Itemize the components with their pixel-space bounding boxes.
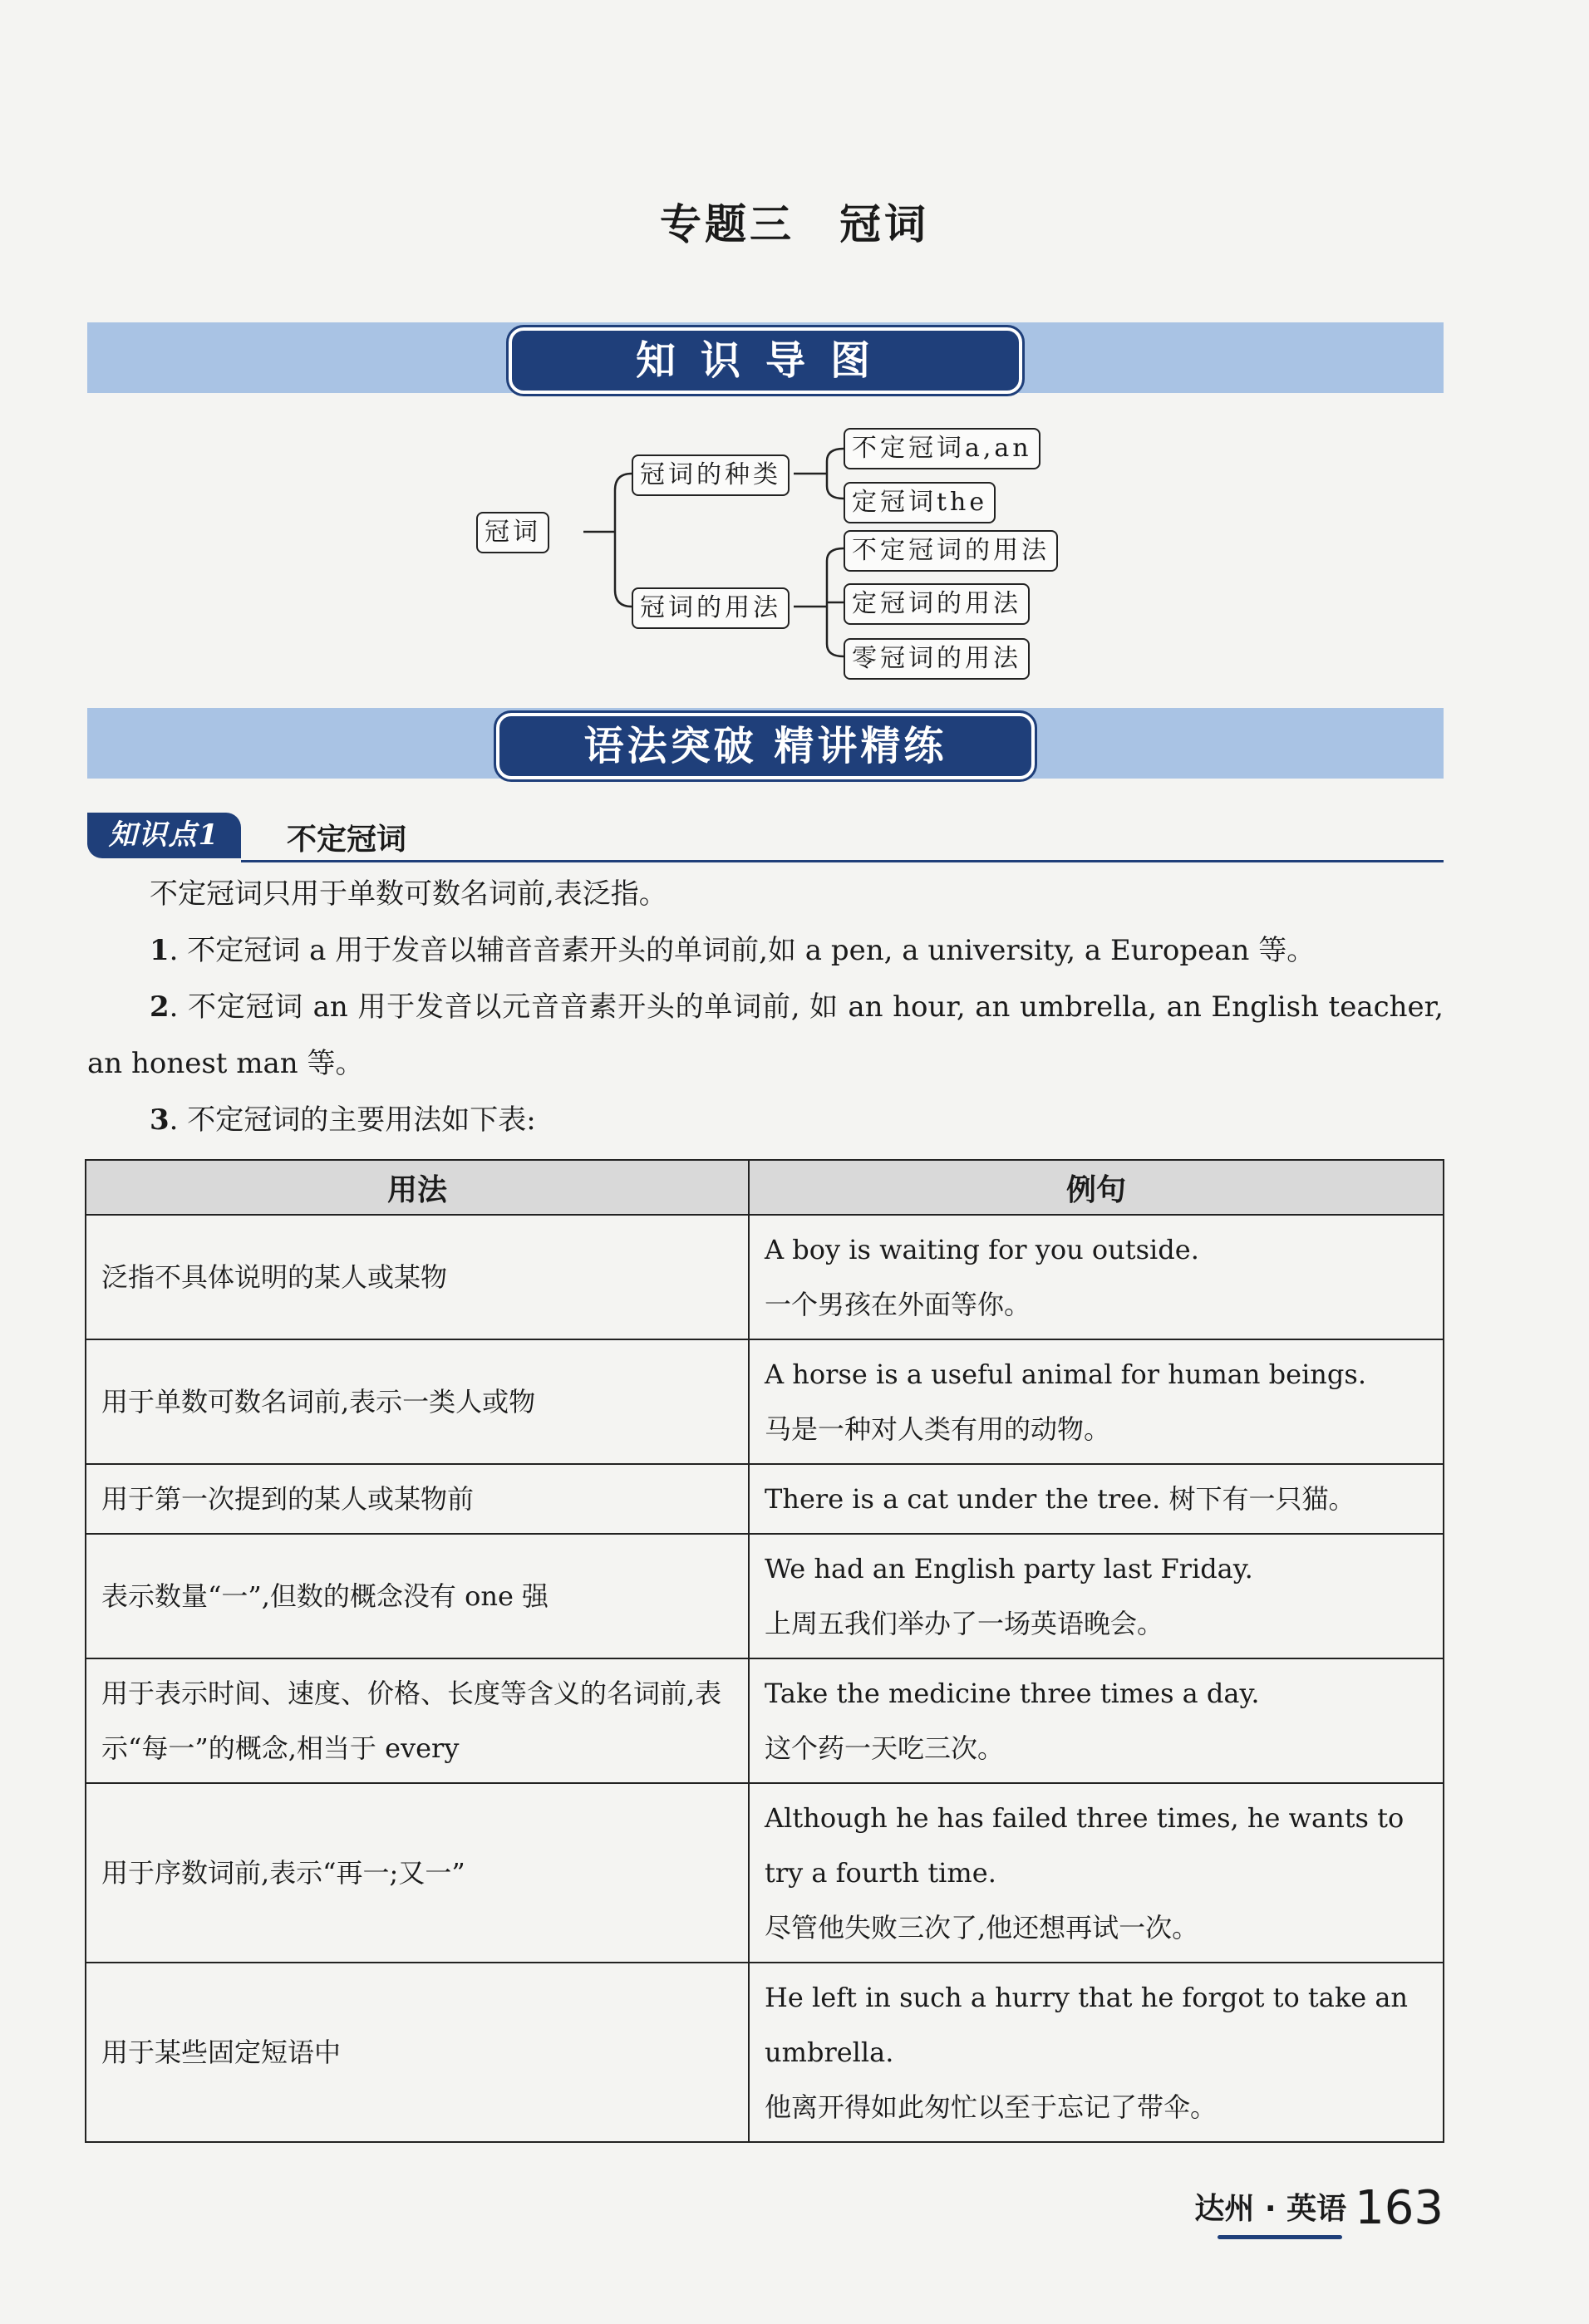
example-cell <box>749 1464 1444 1534</box>
example-cell <box>749 1783 1444 1963</box>
footer-underline <box>1218 2235 1342 2239</box>
usage-cell: 用于某些固定短语中 <box>86 1963 749 2142</box>
mindmap-leaf-definite-usage: 定冠词的用法 <box>844 583 1030 625</box>
paragraph-1-text: . 不定冠词 a 用于发音以辅音音素开头的单词前,如 a pen, a university, a European 等。 <box>169 934 1316 967</box>
example-zh: 这个药一天吃三次。 <box>765 1732 1005 1764</box>
knowledge-point-underline <box>241 860 1444 862</box>
example-cell <box>749 1963 1444 2142</box>
table-row <box>86 1339 1444 1464</box>
table-row <box>86 1783 1444 1963</box>
example-zh: 一个男孩在外面等你。 <box>765 1289 1031 1320</box>
example-en: There is a cat under the tree. 树下有一只猫。 <box>765 1483 1355 1515</box>
table-row <box>86 1464 1444 1534</box>
section-label-knowledge-map: 知识导图 <box>509 327 1022 394</box>
table-row <box>86 1658 1444 1783</box>
mindmap-leaf-indefinite-usage: 不定冠词的用法 <box>844 530 1058 572</box>
usage-cell: 用于表示时间、速度、价格、长度等含义的名词前,表示“每一”的概念,相当于 every <box>86 1658 749 1783</box>
mindmap-branch-kinds: 冠词的种类 <box>632 454 790 496</box>
example-en: Although he has failed three times, he wants to try a fourth time. <box>765 1802 1405 1889</box>
paragraph-3 <box>87 1092 1444 1148</box>
usage-cell: 泛指不具体说明的某人或某物 <box>86 1215 749 1339</box>
paragraph-1 <box>87 922 1444 979</box>
knowledge-point-title: 不定冠词 <box>287 823 407 857</box>
example-cell <box>749 1339 1444 1464</box>
table-row <box>86 1215 1444 1339</box>
example-zh: 上周五我们举办了一场英语晚会。 <box>765 1608 1164 1639</box>
mindmap-branch-usage: 冠词的用法 <box>632 587 790 629</box>
section-label-grammar: 语法突破 精讲精练 <box>496 713 1035 779</box>
example-cell <box>749 1534 1444 1658</box>
table-header-row <box>86 1160 1444 1215</box>
example-zh: 他离开得如此匆忙以至于忘记了带伞。 <box>765 2091 1218 2123</box>
example-cell <box>749 1215 1444 1339</box>
page-footer <box>1194 2181 1444 2235</box>
header-example: 例句 <box>749 1160 1444 1215</box>
usage-cell: 用于序数词前,表示“再一;又一” <box>86 1783 749 1963</box>
paragraph-3-text: . 不定冠词的主要用法如下表: <box>169 1103 536 1137</box>
paragraph-3-number: 3 <box>150 1103 170 1137</box>
usage-cell: 表示数量“一”,但数的概念没有 one 强 <box>86 1534 749 1658</box>
paragraph-2 <box>87 979 1444 1092</box>
paragraph-2-text: . 不定冠词 an 用于发音以元音音素开头的单词前, 如 an hour, an umbrella, an English teacher, an honest man 等。 <box>87 990 1444 1080</box>
example-en: Take the medicine three times a day. <box>765 1678 1260 1709</box>
footer-label: 达州 · 英语 <box>1194 2192 1347 2226</box>
page-title: 专题三 冠词 <box>660 200 929 248</box>
paragraph-1-number: 1 <box>150 934 170 967</box>
section-band-grammar <box>87 708 1444 779</box>
usage-cell: 用于单数可数名词前,表示一类人或物 <box>86 1339 749 1464</box>
usage-table <box>85 1159 1444 2143</box>
example-en: A horse is a useful animal for human beings. <box>765 1359 1366 1390</box>
example-cell <box>749 1658 1444 1783</box>
example-zh: 尽管他失败三次了,他还想再试一次。 <box>765 1912 1199 1943</box>
mindmap-leaf-indefinite-article: 不定冠词a,an <box>844 428 1040 469</box>
example-en: A boy is waiting for you outside. <box>765 1234 1199 1265</box>
example-zh: 马是一种对人类有用的动物。 <box>765 1413 1111 1445</box>
mindmap-root: 冠词 <box>476 512 549 553</box>
example-en: He left in such a hurry that he forgot to take an umbrella. <box>765 1982 1409 2068</box>
header-usage: 用法 <box>86 1160 749 1215</box>
paragraph-2-number: 2 <box>150 990 170 1024</box>
mindmap-connectors <box>0 0 1589 715</box>
table-row <box>86 1534 1444 1658</box>
intro-paragraph: 不定冠词只用于单数可数名词前,表泛指。 <box>150 877 667 911</box>
example-en: We had an English party last Friday. <box>765 1553 1253 1585</box>
knowledge-point-badge: 知识点1 <box>87 813 241 858</box>
usage-cell: 用于第一次提到的某人或某物前 <box>86 1464 749 1534</box>
mindmap-leaf-definite-article: 定冠词the <box>844 482 996 523</box>
page-number: 163 <box>1355 2181 1444 2235</box>
mindmap-leaf-zero-article-usage: 零冠词的用法 <box>844 638 1030 680</box>
table-row <box>86 1963 1444 2142</box>
